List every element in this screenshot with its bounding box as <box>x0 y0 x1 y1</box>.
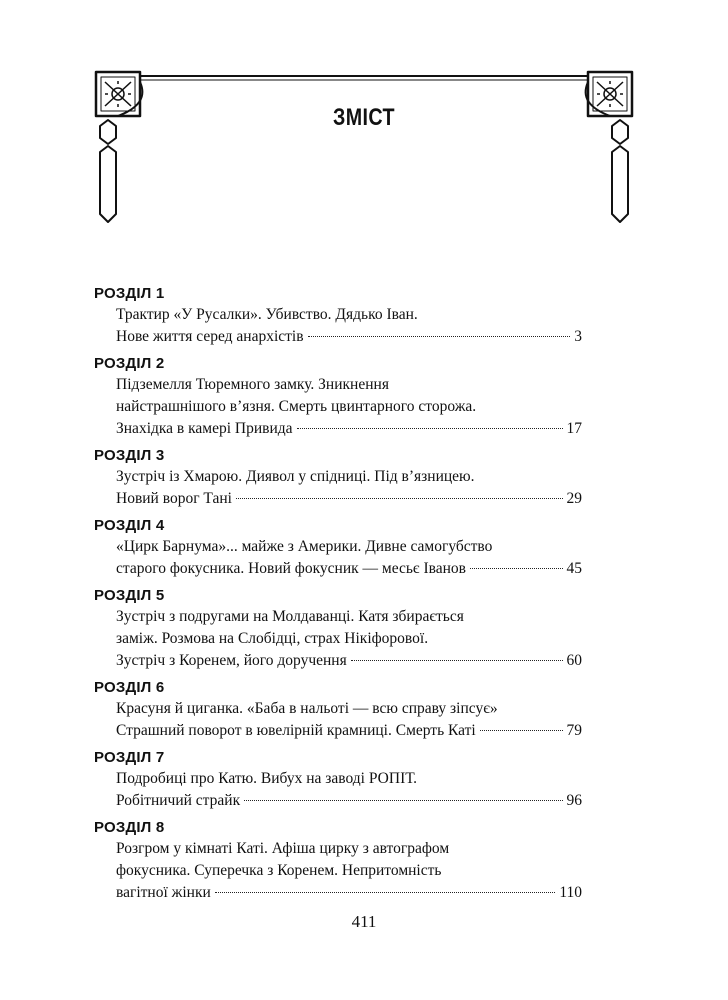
chapter-page-number: 45 <box>566 560 582 577</box>
chapter-description-line: заміж. Розмова на Слобідці, страх Нікіфорової. <box>116 630 429 647</box>
chapter-page-number: 79 <box>566 722 582 739</box>
chapter-description-end: Новий ворог Тані <box>116 490 232 507</box>
corner-ornament-right <box>586 72 632 222</box>
chapter-description-line: найстрашнішого в’язня. Смерть цвинтарного сторожа. <box>116 398 477 415</box>
chapter-description-line: Розгром у кімнаті Каті. Афіша цирку з автографом <box>116 840 450 857</box>
toc-chapter <box>94 446 582 510</box>
toc-chapter <box>94 678 582 742</box>
chapter-description-line: Трактир «У Русалки». Убивство. Дядько Іван. <box>116 306 418 323</box>
chapter-entry-line <box>116 488 582 510</box>
chapter-page-number: 3 <box>574 328 582 345</box>
chapter-description-line: Подробиці про Катю. Вибух на заводі РОПІТ. <box>116 770 418 787</box>
chapter-heading: РОЗДІЛ 3 <box>94 447 165 464</box>
chapter-entry-line <box>116 882 582 904</box>
toc-chapter <box>94 586 582 672</box>
chapter-entry-line <box>116 418 582 440</box>
chapter-heading: РОЗДІЛ 1 <box>94 285 165 302</box>
chapter-page-number: 96 <box>566 792 582 809</box>
chapter-description-end: Нове життя серед анархістів <box>116 328 304 345</box>
chapter-description-end: Робітничий страйк <box>116 792 241 809</box>
chapter-entry-line <box>116 326 582 348</box>
chapter-page-number: 110 <box>559 884 582 901</box>
chapter-heading: РОЗДІЛ 2 <box>94 355 165 372</box>
dot-leader <box>297 428 563 429</box>
chapter-heading: РОЗДІЛ 6 <box>94 679 165 696</box>
dot-leader <box>351 660 563 661</box>
toc-chapter <box>94 818 582 904</box>
dot-leader <box>236 498 563 499</box>
dot-leader <box>244 800 562 801</box>
chapter-description-line: Красуня й циганка. «Баба в нальоті — всю справу зіпсує» <box>116 700 498 717</box>
chapter-description-line: «Цирк Барнума»... майже з Америки. Дивне самогубство <box>116 538 493 555</box>
dot-leader <box>470 568 563 569</box>
chapter-entry-line <box>116 720 582 742</box>
chapter-heading: РОЗДІЛ 5 <box>94 587 165 604</box>
chapter-page-number: 17 <box>566 420 582 437</box>
chapter-heading: РОЗДІЛ 7 <box>94 749 165 766</box>
toc-chapter <box>94 748 582 812</box>
table-of-contents <box>94 284 582 904</box>
toc-chapter <box>94 516 582 580</box>
chapter-description-end: Страшний поворот в ювелірній крамниці. Смерть Каті <box>116 722 476 739</box>
chapter-entry-line <box>116 790 582 812</box>
page-number: 411 <box>351 912 377 931</box>
dot-leader <box>308 336 571 337</box>
chapter-description-end: Зустріч з Коренем, його доручення <box>116 652 347 669</box>
dot-leader <box>215 892 556 893</box>
chapter-description-line: Зустріч з подругами на Молдаванці. Катя збирається <box>116 608 464 625</box>
chapter-description-line: Зустріч із Хмарою. Диявол у спідниці. Під в’язницею. <box>116 468 475 485</box>
toc-chapter <box>94 284 582 348</box>
chapter-page-number: 60 <box>566 652 582 669</box>
chapter-entry-line <box>116 650 582 672</box>
page-title: ЗМІСТ <box>333 104 395 131</box>
chapter-description-end: вагітної жінки <box>116 884 211 901</box>
chapter-heading: РОЗДІЛ 8 <box>94 819 165 836</box>
chapter-description-end: Знахідка в камері Привида <box>116 420 293 437</box>
chapter-page-number: 29 <box>566 490 582 507</box>
chapter-entry-line <box>116 558 582 580</box>
corner-ornament-left <box>96 72 142 222</box>
chapter-description-line: Підземелля Тюремного замку. Зникнення <box>116 376 389 393</box>
toc-chapter <box>94 354 582 440</box>
dot-leader <box>480 730 563 731</box>
chapter-description-end: старого фокусника. Новий фокусник — месьє Іванов <box>116 560 466 577</box>
chapter-description-line: фокусника. Суперечка з Коренем. Непритомність <box>116 862 442 879</box>
chapter-heading: РОЗДІЛ 4 <box>94 517 165 534</box>
